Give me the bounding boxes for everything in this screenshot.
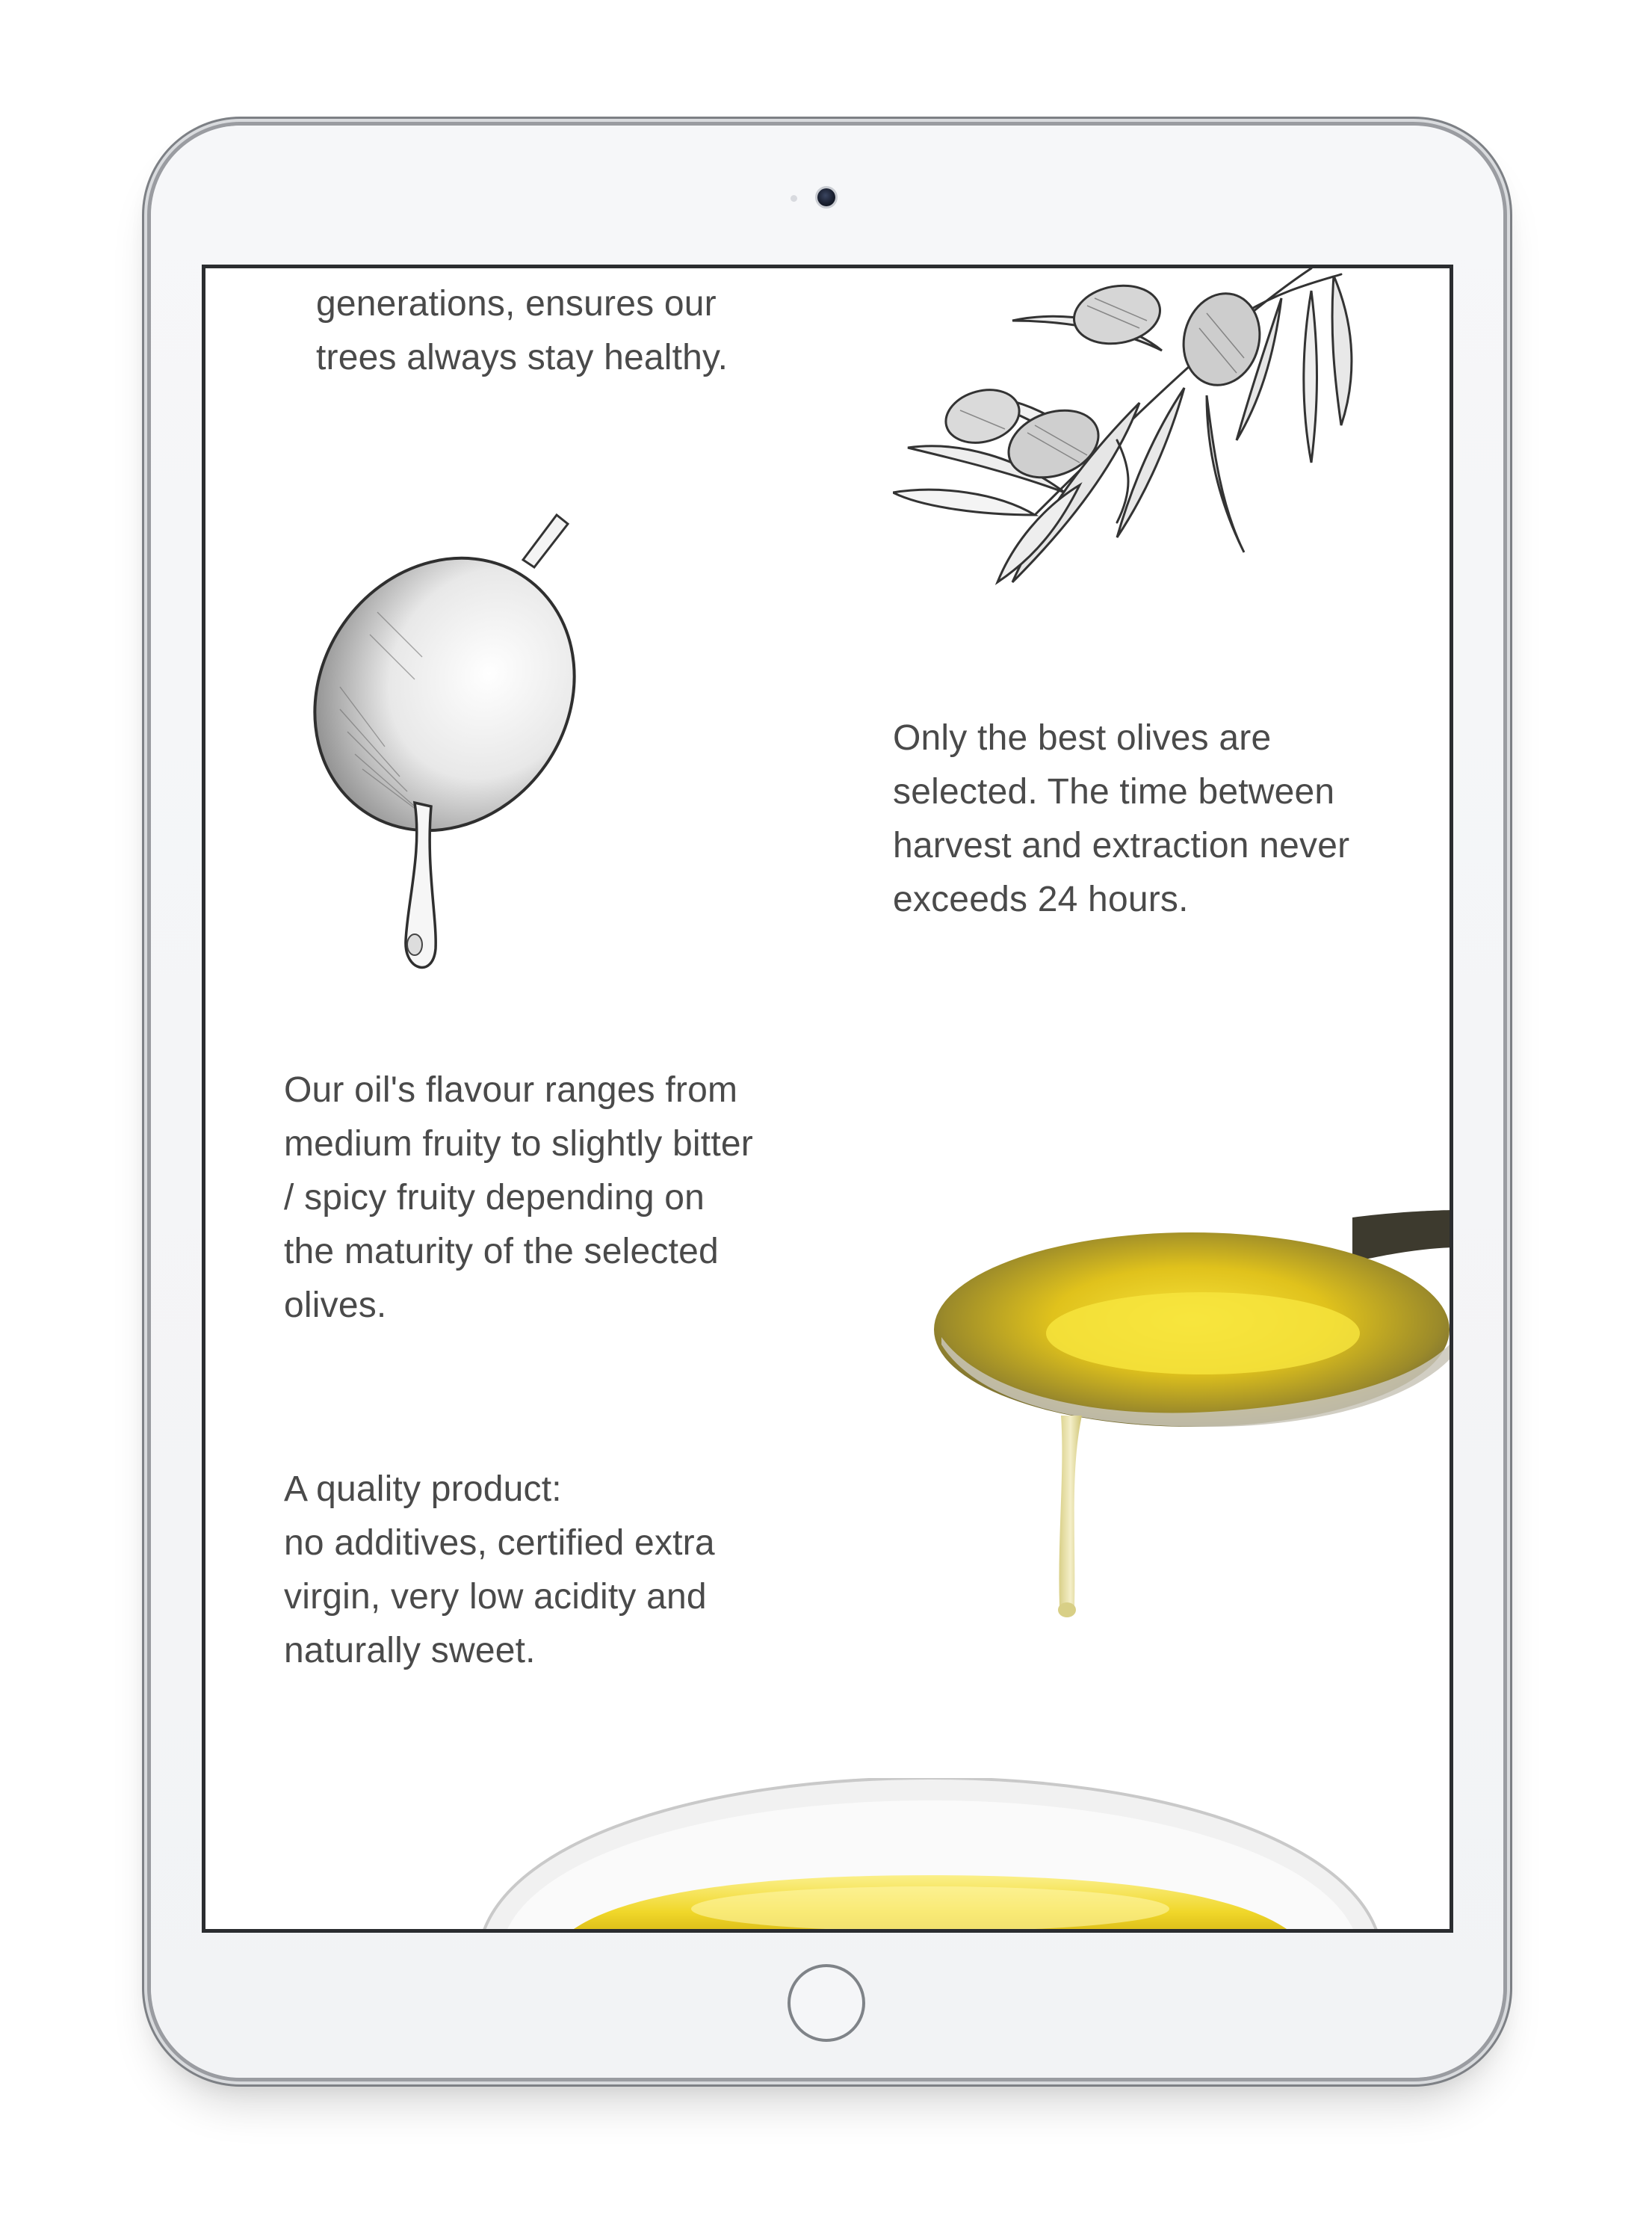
selection-paragraph: Only the best olives are selected. The time between harvest and extraction never exceeds 24 hours. [893, 718, 1350, 919]
bowl-of-oil-photo [482, 1778, 1379, 1933]
light-sensor [791, 195, 797, 202]
tablet-screen[interactable] [202, 265, 1453, 1933]
dripping-olive-sketch-icon [310, 463, 594, 1001]
flavour-paragraph: Our oil's flavour ranges from medium fruity to slightly bitter / spicy fruity depending on the maturity of the selected olives. [284, 1070, 753, 1325]
camera-icon [817, 188, 835, 206]
olive-branch-sketch-icon [893, 268, 1371, 657]
quality-paragraph: A quality product: no additives, certified extra virgin, very low acidity and naturally sweet. [284, 1469, 715, 1670]
heritage-paragraph: generations, ensures our trees always stay healthy. [316, 284, 728, 377]
spoon-of-oil-photo [934, 1203, 1453, 1621]
home-button[interactable] [788, 1964, 865, 2042]
